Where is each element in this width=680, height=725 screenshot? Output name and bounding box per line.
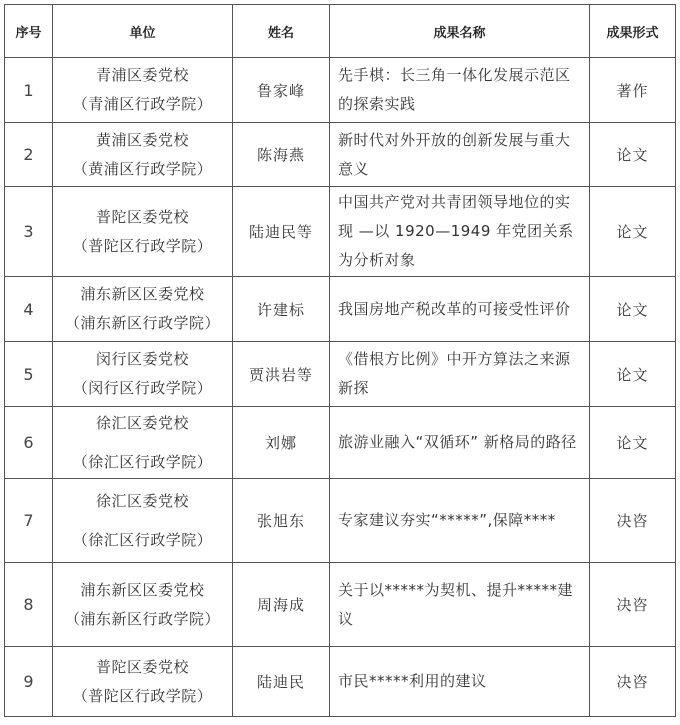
row-no: 3 xyxy=(5,187,53,277)
row-form: 著作 xyxy=(590,58,676,123)
row-form: 论文 xyxy=(590,407,676,479)
row-title: 关于以*****为契机、提升*****建议 xyxy=(330,563,590,647)
row-no: 2 xyxy=(5,123,53,187)
row-title: 先手棋：长三角一体化发展示范区的探索实践 xyxy=(330,58,590,123)
row-form: 论文 xyxy=(590,187,676,277)
row-name: 贾洪岩等 xyxy=(233,342,330,407)
results-table xyxy=(4,4,676,717)
row-name: 陆迪民等 xyxy=(233,187,330,277)
row-unit xyxy=(53,563,233,647)
row-unit xyxy=(53,479,233,563)
row-unit xyxy=(53,187,233,277)
row-title: 专家建议夯实“*****”,保障**** xyxy=(330,479,590,563)
row-no: 9 xyxy=(5,647,53,717)
row-title: 中国共产党对共青团领导地位的实现 —以 1920—1949 年党团关系为分析对象 xyxy=(330,187,590,277)
header-no: 序号 xyxy=(5,5,53,58)
unit-name: 浦东新区区委党校 xyxy=(80,285,205,303)
unit-sub: （徐汇区行政学院） xyxy=(72,452,213,471)
row-no: 1 xyxy=(5,58,53,123)
unit-sub: （闵行区行政学院） xyxy=(72,379,213,397)
row-no: 4 xyxy=(5,277,53,342)
row-form: 决咨 xyxy=(590,563,676,647)
table-row xyxy=(5,342,676,407)
unit-name: 黄浦区委党校 xyxy=(95,130,189,149)
row-unit xyxy=(53,342,233,407)
row-form: 论文 xyxy=(590,277,676,342)
table-row xyxy=(5,563,676,647)
header-name: 姓名 xyxy=(233,5,330,58)
unit-sub: （浦东新区行政学院） xyxy=(64,314,220,332)
unit-name: 徐汇区委党校 xyxy=(95,413,189,432)
row-title: 我国房地产税改革的可接受性评价 xyxy=(330,277,590,342)
row-title: 市民*****利用的建议 xyxy=(330,647,590,717)
row-unit xyxy=(53,647,233,717)
header-title: 成果名称 xyxy=(330,5,590,58)
row-name: 周海成 xyxy=(233,563,330,647)
row-name: 鲁家峰 xyxy=(233,58,330,123)
table-row xyxy=(5,479,676,563)
unit-sub: （浦东新区行政学院） xyxy=(64,609,220,628)
row-name: 陈海燕 xyxy=(233,123,330,187)
table-row xyxy=(5,187,676,277)
row-form: 决咨 xyxy=(590,479,676,563)
row-unit xyxy=(53,277,233,342)
unit-sub: （普陀区行政学院） xyxy=(72,686,213,705)
row-name: 陆迪民 xyxy=(233,647,330,717)
header-unit: 单位 xyxy=(53,5,233,58)
unit-name: 徐汇区委党校 xyxy=(95,491,189,510)
unit-name: 青浦区委党校 xyxy=(95,66,189,84)
row-name: 刘娜 xyxy=(233,407,330,479)
row-title: 新时代对外开放的创新发展与重大意义 xyxy=(330,123,590,187)
table-row xyxy=(5,277,676,342)
unit-sub: （徐汇区行政学院） xyxy=(72,530,213,549)
row-form: 决咨 xyxy=(590,647,676,717)
row-no: 6 xyxy=(5,407,53,479)
row-no: 7 xyxy=(5,479,53,563)
table-row xyxy=(5,123,676,187)
row-title: 旅游业融入“双循环” 新格局的路径 xyxy=(330,407,590,479)
row-unit xyxy=(53,58,233,123)
row-no: 8 xyxy=(5,563,53,647)
header-row xyxy=(5,5,676,58)
row-unit xyxy=(53,123,233,187)
table-row xyxy=(5,58,676,123)
unit-name: 闵行区委党校 xyxy=(95,350,189,368)
row-unit xyxy=(53,407,233,479)
row-no: 5 xyxy=(5,342,53,407)
row-name: 张旭东 xyxy=(233,479,330,563)
unit-name: 浦东新区区委党校 xyxy=(80,580,205,599)
unit-name: 普陀区委党校 xyxy=(95,207,189,226)
row-form: 论文 xyxy=(590,123,676,187)
unit-sub: （青浦区行政学院） xyxy=(72,95,213,113)
unit-name: 普陀区委党校 xyxy=(95,657,189,676)
row-form: 论文 xyxy=(590,342,676,407)
unit-sub: （普陀区行政学院） xyxy=(72,236,213,255)
row-name: 许建标 xyxy=(233,277,330,342)
header-form: 成果形式 xyxy=(590,5,676,58)
table-row xyxy=(5,647,676,717)
unit-sub: （黄浦区行政学院） xyxy=(72,159,213,178)
row-title: 《借根方比例》中开方算法之来源新探 xyxy=(330,342,590,407)
table-row xyxy=(5,407,676,479)
